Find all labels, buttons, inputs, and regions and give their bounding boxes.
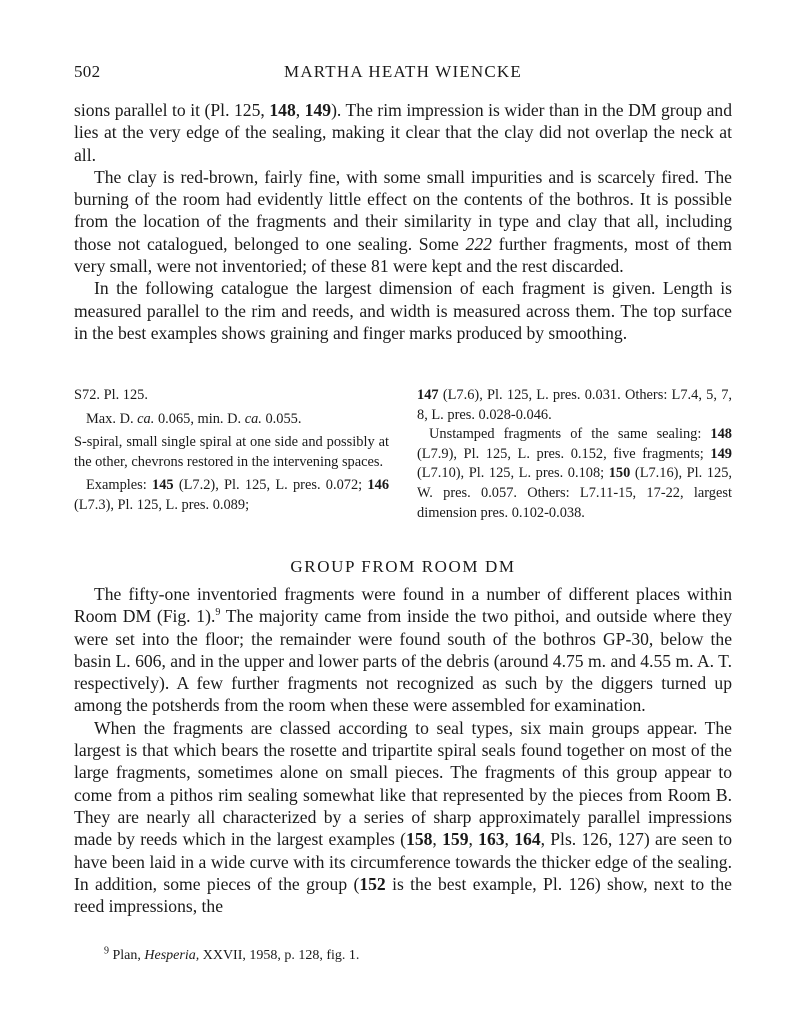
intro-text [74, 99, 732, 344]
footnote-marker: 9 [215, 607, 221, 619]
paragraph: The clay is red-brown, fairly fine, with some small impurities and is scarcely fired. The burning of the room had evidently little effect on the contents of the bothros. It is possible from the location of the fragments and their similarity in type and clay that all, including those not catalogued, belonged to one sealing. Some 222 further fragments, most of them very small, were not inventoried; of these 81 were kept and the rest discarded. [74, 166, 732, 277]
footnote-number: 9 [104, 945, 109, 957]
section-text [74, 583, 732, 917]
catalogue-unstamped: Unstamped fragments of the same sealing: 148 (L7.9), Pl. 125, L. pres. 0.152, five fragments; 149 (L7.10), Pl. 125, L. pres. 0.108; 150 (L7.16), Pl. 125, W. pres. 0.057. Others: L7.11-15, 17-22, largest dimension pres. 0.102-0.038. [417, 426, 732, 521]
catalogue-entry [74, 386, 732, 548]
catalogue-dimensions: Max. D. ca. 0.065, min. D. ca. 0.055. [86, 410, 302, 427]
catalogue-left-column [74, 386, 389, 516]
section-heading: GROUP FROM ROOM DM [290, 557, 516, 576]
catalogue-examples: Examples: 145 (L7.2), Pl. 125, L. pres. 0.072; 146 (L7.3), Pl. 125, L. pres. 0.089; [74, 477, 390, 513]
running-title: MARTHA HEATH WIENCKE [284, 62, 522, 81]
paragraph: sions parallel to it (Pl. 125, 148, 149). The rim impression is wider than in the DM group and lies at the very edge of the sealing, making it clear that the clay did not overlap the neck at all. [74, 100, 732, 165]
running-head [74, 62, 732, 84]
footnote: $^9$ Plan, Hesperia, XXVII, 1958, p. 128, fig. 1. [104, 945, 360, 963]
catalogue-description: S-spiral, small single spiral at one side and possibly at the other, chevrons restored in the intervening spaces. [74, 434, 389, 470]
catalogue-examples-cont: 147 (L7.6), Pl. 125, L. pres. 0.031. Others: L7.4, 5, 7, 8, L. pres. 0.028-0.046. [417, 387, 732, 423]
catalogue-right-column [417, 386, 732, 523]
page-number: 502 [74, 62, 101, 81]
catalogue-heading: S72. Pl. 125. [74, 387, 148, 403]
paragraph: The fifty-one inventoried fragments were found in a number of different places within Room DM (Fig. 1).$^9$ The majority came from inside the two pithoi, and outside where they were set into the floor; the remainder were found south of the bothros GP-30, below the basin L. 606, and in the upper and lower parts of the debris (around 4.75 m. and 4.55 m. A. T. respectively). A few further fragments not recognized as such by the diggers turned up among the potsherds from the room when these were assembled for examination. [74, 584, 733, 716]
paragraph: In the following catalogue the largest dimension of each fragment is given. Length is measured parallel to the rim and reeds, and width is measured across them. The top surface in the best examples shows graining and finger marks produced by smoothing. [74, 278, 732, 343]
paragraph: When the fragments are classed according to seal types, six main groups appear. The largest is that which bears the rosette and tripartite spiral seals found together on most of the large fragments, sometimes alone on small pieces. The fragments of this group appear to come from a pithos rim sealing somewhat like that represented by the pieces from Room B. They are nearly all characterized by a series of sharp approximately parallel impressions made by reeds which in the largest examples (158, 159, 163, 164, Pls. 126, 127) are seen to have been laid in a wide curve with its circumference towards the thicker edge of the sealing. In addition, some pieces of the group (152 is the best example, Pl. 126) show, next to the reed impressions, the [74, 717, 733, 917]
